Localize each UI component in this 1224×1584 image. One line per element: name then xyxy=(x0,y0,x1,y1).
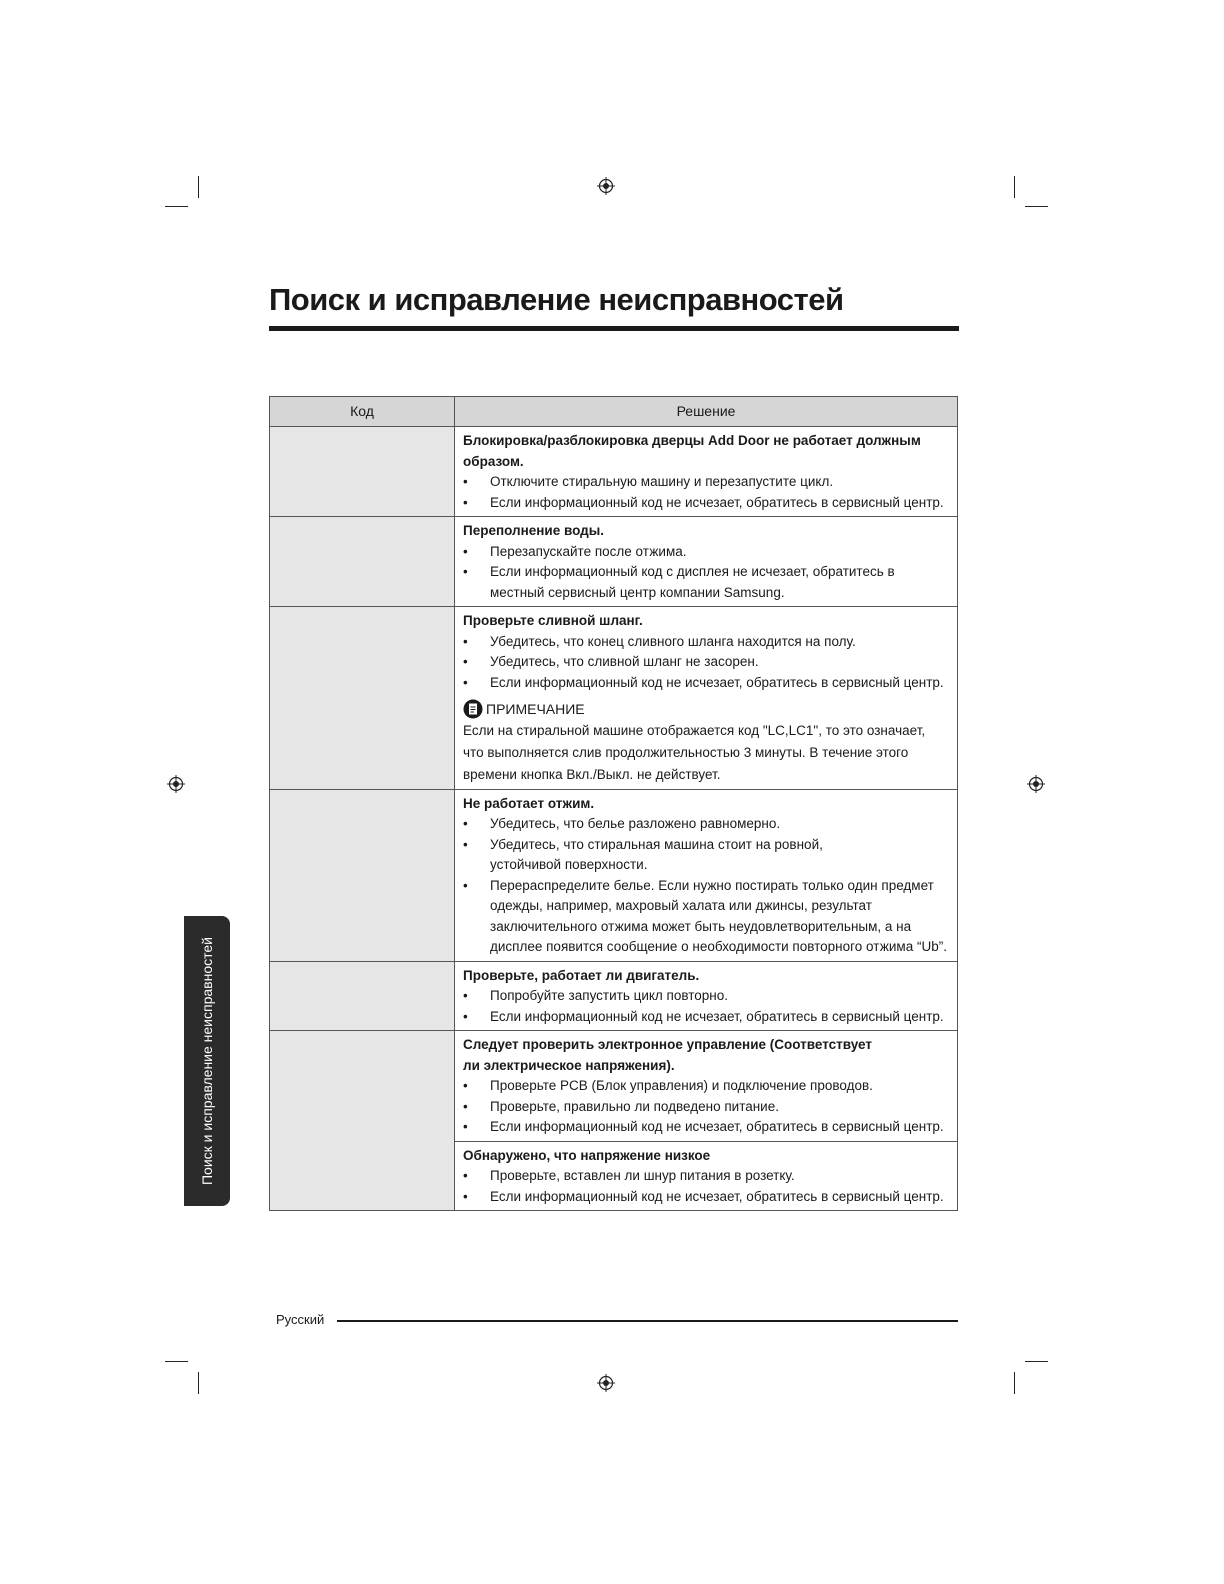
solution-list xyxy=(463,986,947,1027)
solution-list xyxy=(463,1076,947,1138)
code-cell xyxy=(270,961,455,1031)
list-item: • Если информационный код не исчезает, обратитесь в сервисный центр. xyxy=(463,673,947,694)
solution-title: Проверьте, работает ли двигатель. xyxy=(463,967,700,983)
table-header-row xyxy=(270,397,958,427)
list-item: • Попробуйте запустить цикл повторно. xyxy=(463,986,947,1007)
list-item: • Проверьте PCB (Блок управления) и подключение проводов. xyxy=(463,1076,947,1097)
solution-cell xyxy=(455,961,958,1031)
solution-list xyxy=(463,814,947,958)
list-item: • Убедитесь, что стиральная машина стоит на ровной, устойчивой поверхности. xyxy=(463,835,947,876)
registration-mark-icon xyxy=(167,775,185,793)
list-item: • Убедитесь, что конец сливного шланга находится на полу. xyxy=(463,632,947,653)
list-item: • Если информационный код с дисплея не исчезает, обратитесь в местный сервисный центр компании Samsung. xyxy=(463,562,947,603)
code-cell xyxy=(270,427,455,517)
solution-title: Следует проверить электронное управление (Соответствует ли электрическое напряжения). xyxy=(463,1037,873,1073)
list-item: • Если информационный код не исчезает, обратитесь в сервисный центр. xyxy=(463,1117,947,1138)
crop-mark xyxy=(1025,1361,1048,1362)
footer-language: Русский xyxy=(276,1312,325,1327)
list-item: • Убедитесь, что сливной шланг не засорен. xyxy=(463,652,947,673)
crop-mark xyxy=(165,206,188,207)
note-header xyxy=(463,699,947,720)
crop-mark xyxy=(165,1361,188,1362)
list-item: • Если информационный код не исчезает, обратитесь в сервисный центр. xyxy=(463,1187,947,1208)
list-item: • Если информационный код не исчезает, обратитесь в сервисный центр. xyxy=(463,493,947,514)
list-item: • Перезапускайте после отжима. xyxy=(463,542,947,563)
solution-title: Не работает отжим. xyxy=(463,795,595,811)
code-cell xyxy=(270,607,455,790)
code-cell xyxy=(270,517,455,607)
note-label: ПРИМЕЧАНИЕ xyxy=(486,701,585,717)
table-row xyxy=(270,517,958,607)
solution-title: Переполнение воды. xyxy=(463,523,605,538)
solution-list xyxy=(463,632,947,694)
registration-mark-icon xyxy=(1027,775,1045,793)
crop-mark xyxy=(1025,206,1048,207)
note-icon xyxy=(463,699,483,719)
registration-mark-icon xyxy=(597,1374,615,1392)
solution-title: Обнаружено, что напряжение низкое xyxy=(463,1147,711,1163)
solution-title: Блокировка/разблокировка дверцы Add Door не работает должным образом. xyxy=(463,433,921,469)
table-row xyxy=(270,1031,958,1142)
solution-cell xyxy=(455,1031,958,1142)
solution-list xyxy=(463,542,947,604)
table-row xyxy=(270,961,958,1031)
solution-cell xyxy=(455,517,958,607)
crop-mark xyxy=(1014,176,1015,198)
table-row xyxy=(270,789,958,961)
registration-mark-icon xyxy=(597,177,615,195)
side-tab-label: Поиск и исправление неисправностей xyxy=(199,937,215,1185)
solution-cell xyxy=(455,1141,958,1211)
list-item: • Проверьте, вставлен ли шнур питания в розетку. xyxy=(463,1166,947,1187)
page-title: Поиск и исправление неисправностей xyxy=(269,282,844,317)
note-text: Если на стиральной машине отображается код "LC,LC1", то это означает, что выполняется слив продолжительностью 3 минуты. В течение этого времени кнопка Вкл./Выкл. не действует. xyxy=(463,722,926,782)
column-header-solution: Решение xyxy=(455,397,958,427)
solution-cell xyxy=(455,607,958,790)
list-item: • Убедитесь, что белье разложено равномерно. xyxy=(463,814,947,835)
code-cell xyxy=(270,1031,455,1211)
solution-list xyxy=(463,472,947,513)
troubleshooting-table xyxy=(269,396,958,1211)
solution-cell xyxy=(455,789,958,961)
list-item: • Если информационный код не исчезает, обратитесь в сервисный центр. xyxy=(463,1007,947,1028)
column-header-code: Код xyxy=(270,397,455,427)
crop-mark xyxy=(198,176,199,198)
solution-cell xyxy=(455,427,958,517)
list-item: • Проверьте, правильно ли подведено питание. xyxy=(463,1097,947,1118)
table-row xyxy=(270,427,958,517)
code-cell xyxy=(270,789,455,961)
crop-mark xyxy=(198,1372,199,1394)
table-row xyxy=(270,607,958,790)
list-item: • Перераспределите белье. Если нужно постирать только один предмет одежды, например, махровый халата или джинсы, результат заключительного отжима может быть неудовлетворительным, а на дисплее появится сообщение о необходимости повторного отжима “Ub”. xyxy=(463,876,947,958)
list-item: • Отключите стиральную машину и перезапустите цикл. xyxy=(463,472,947,493)
title-rule xyxy=(269,326,959,331)
side-section-tab xyxy=(184,916,230,1206)
footer-rule xyxy=(337,1320,958,1322)
solution-list xyxy=(463,1166,947,1207)
crop-mark xyxy=(1014,1372,1015,1394)
solution-title: Проверьте сливной шланг. xyxy=(463,613,643,628)
